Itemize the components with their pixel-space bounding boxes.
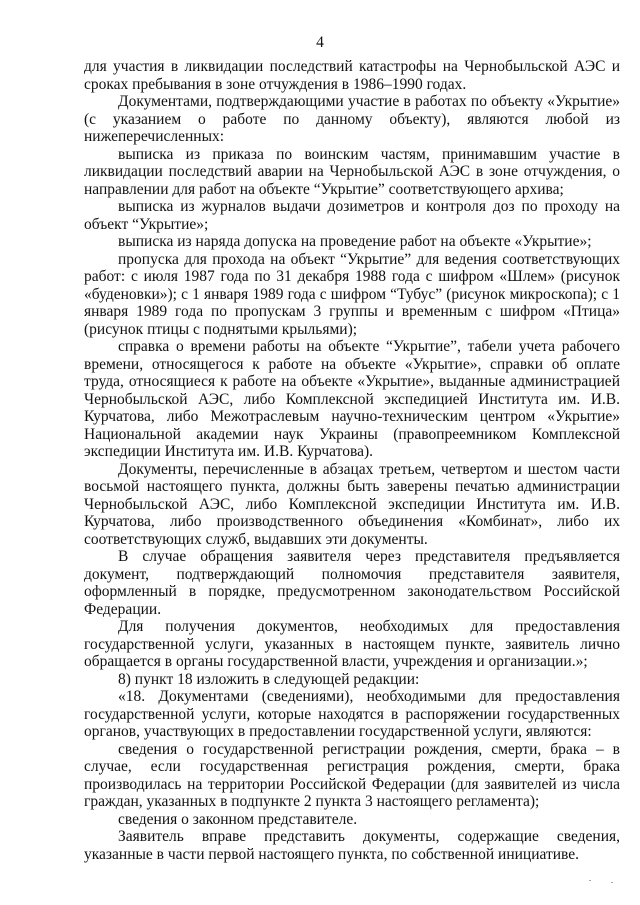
paragraph-civil-registration: сведения о государственной регистрации рождения, смерти, брака – в случае, если государственная регистрация рождения, смерти, брака производилась на территории Российской Федерации (для заявителей из числа граждан, указанных в подпункте 2 пункта 3 настоящего регламента); [84,740,620,810]
paragraph-work-time-certificate: справка о времени работы на объекте “Укрытие”, табели учета рабочего времени, относящегося к работе на объекте «Укрытие», справки об оплате труда, относящиеся к работе на объекте «Укрытие», выданные администрацией Чернобыльской АЭС, либо Комплексной экспедицией Института им. И.В. Курчатова, либо Межотраслевым научно-техническим центром «Укрытие» Национальной академии наук Украины (правопреемником Комплексной экспедиции Института им. И.В. Курчатова). [84,338,620,460]
scan-speck [589,880,591,881]
paragraph-legal-representative: сведения о законном представителе. [118,810,358,828]
page-number: 4 [316,34,324,51]
paragraph-confirming-documents: Документами, подтверждающими участие в работах по объекту «Укрытие» (с указанием о работе по данному объекту), являются любой из нижеперечисленных: [84,93,620,145]
paragraph-item-8: 8) пункт 18 изложить в следующей редакции: [118,670,420,688]
paragraph-representative: В случае обращения заявителя через представителя предъявляется документ, подтверждающий полномочия представителя заявителя, оформленный в порядке, предусмотренном законодательством Российской Федерации. [84,548,620,618]
paragraph-obtaining-documents: Для получения документов, необходимых для предоставления государственной услуги, указанных в настоящем пункте, заявитель лично обращается в органы государственной власти, учреждения и организации.»; [84,618,620,670]
paragraph-dosimeter-log-extract: выписка из журналов выдачи дозиметров и контроля доз по проходу на объект “Укрытие»; [84,198,620,233]
document-body [84,58,620,863]
paragraph-seal-requirement: Документы, перечисленные в абзацах третьем, четвертом и шестом части восьмой настоящего пункта, должны быть заверены печатью администрации Чернобыльской АЭС, либо Комплексной экспедиции Института им. И.В. Курчатова, либо производственного объединения «Комбинат», либо их соответствующих служб, выдавших эти документы. [84,460,620,548]
paragraph-access-passes: пропуска для прохода на объект “Укрытие” для ведения соответствующих работ: с июля 1987 года по 31 декабря 1988 года с шифром «Шлем» (рисунок «буденовки»); с 1 января 1989 года с шифром “Тубус” (рисунок микроскопа); с 1 января 1989 года по пропускам 3 группы и временным с шифром «Птица» (рисунок птицы с поднятыми крыльями); [84,250,620,338]
paragraph-participation-period: для участия в ликвидации последствий катастрофы на Чернобыльской АЭС и сроках пребывания в зоне отчуждения в 1986–1990 годах. [84,58,620,93]
scan-speck [611,882,613,883]
paragraph-military-order-extract: выписка из приказа по воинским частям, принимавшим участие в ликвидации последствий аварии на Чернобыльской АЭС в зоне отчуждения, о направлении для работ на объекте “Укрытие” соответствующего архива; [84,145,620,198]
paragraph-own-initiative: Заявитель вправе представить документы, содержащие сведения, указанные в части первой настоящего пункта, по собственной инициативе. [84,828,620,863]
paragraph-work-permit-extract: выписка из наряда допуска на проведение работ на объекте «Укрытие»; [118,233,592,250]
paragraph-item-18: «18. Документами (сведениями), необходимыми для предоставления государственной услуги, которые находятся в распоряжении государственных органов, участвующих в предоставлении государственной услуги, являются: [84,688,620,740]
